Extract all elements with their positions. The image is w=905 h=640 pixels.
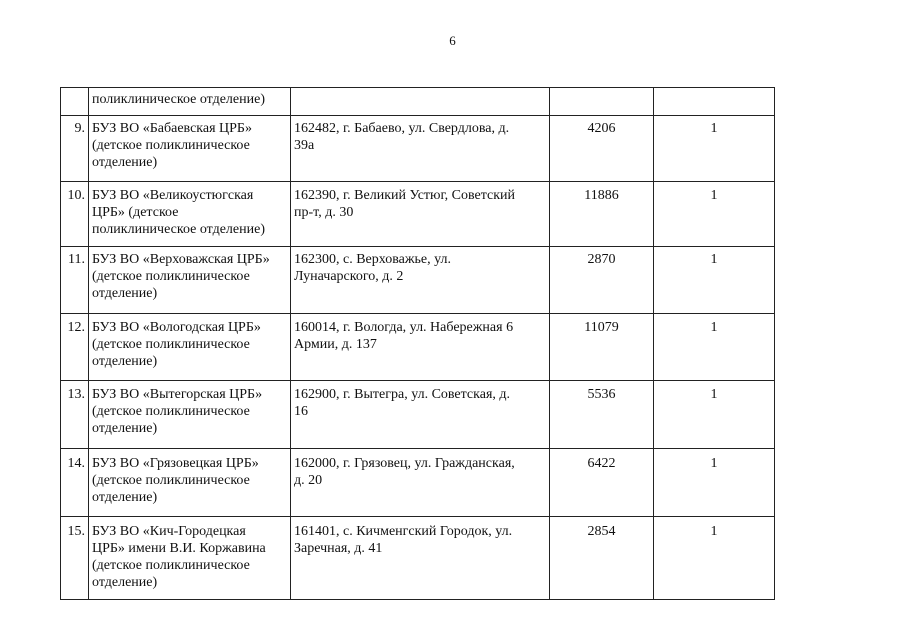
page-number: 6 [449, 33, 456, 48]
count-cell: 1 [654, 314, 775, 381]
address-cell [291, 381, 550, 449]
population-cell: 11886 [550, 182, 654, 247]
facility-name-line: ЦРБ» имени В.И. Коржавина [92, 541, 266, 556]
facility-name-cell [89, 116, 291, 182]
facility-name-cell [89, 517, 291, 600]
facility-name-line: БУЗ ВО «Вологодская ЦРБ» [92, 320, 261, 335]
population-cell: 6422 [550, 449, 654, 517]
row-number-cell: 11. [61, 247, 89, 314]
population-cell [550, 88, 654, 116]
table-row-continued [61, 88, 775, 116]
address-line: 162390, г. Великий Устюг, Советский [294, 188, 516, 203]
facility-name-cell [89, 314, 291, 381]
address-cell [291, 247, 550, 314]
population-cell: 11079 [550, 314, 654, 381]
address-line: 162900, г. Вытегра, ул. Советская, д. [294, 387, 511, 402]
facility-name-line: БУЗ ВО «Великоустюгская [92, 188, 254, 203]
facility-name-cell: поликлиническое отделение) [89, 88, 291, 116]
row-number-cell [61, 88, 89, 116]
count-cell: 1 [654, 247, 775, 314]
facility-name-line: отделение) [92, 421, 158, 436]
facility-name-line: отделение) [92, 155, 158, 170]
row-number-cell: 15. [61, 517, 89, 600]
address-cell [291, 182, 550, 247]
address-cell [291, 116, 550, 182]
address-line: 162482, г. Бабаево, ул. Свердлова, д. [294, 121, 510, 136]
address-line: 162300, с. Верховажье, ул. [294, 252, 452, 267]
facility-name-line: БУЗ ВО «Бабаевская ЦРБ» [92, 121, 252, 136]
table-row [61, 449, 775, 517]
count-cell: 1 [654, 517, 775, 600]
facility-name-cell [89, 182, 291, 247]
address-line: 16 [294, 404, 308, 419]
count-cell: 1 [654, 449, 775, 517]
facility-name-line: отделение) [92, 490, 158, 505]
facility-name-line: БУЗ ВО «Верховажская ЦРБ» [92, 252, 270, 267]
facility-name-cell [89, 381, 291, 449]
population-cell: 5536 [550, 381, 654, 449]
address-line: 160014, г. Вологда, ул. Набережная 6 [294, 320, 514, 335]
count-cell: 1 [654, 116, 775, 182]
table-row [61, 182, 775, 247]
row-number-cell: 9. [61, 116, 89, 182]
facility-name-cell [89, 449, 291, 517]
table-row [61, 116, 775, 182]
facility-name-line: отделение) [92, 354, 158, 369]
address-line: Луначарского, д. 2 [294, 269, 404, 284]
count-cell: 1 [654, 381, 775, 449]
count-cell [654, 88, 775, 116]
count-cell: 1 [654, 182, 775, 247]
facility-name-line: (детское поликлиническое [92, 337, 250, 352]
facility-name-line: (детское поликлиническое [92, 269, 250, 284]
facility-name-line: (детское поликлиническое [92, 558, 250, 573]
facility-name-line: (детское поликлиническое [92, 138, 250, 153]
address-cell [291, 88, 550, 116]
facilities-table [60, 87, 775, 600]
facility-name-line: (детское поликлиническое [92, 473, 250, 488]
population-cell: 2870 [550, 247, 654, 314]
address-line: пр-т, д. 30 [294, 205, 354, 220]
facility-name-line: ЦРБ» (детское [92, 205, 179, 220]
row-number-cell: 13. [61, 381, 89, 449]
table-row [61, 247, 775, 314]
address-cell [291, 314, 550, 381]
address-line: д. 20 [294, 473, 323, 488]
address-line: 161401, с. Кичменгский Городок, ул. [294, 524, 513, 539]
facility-name-line: БУЗ ВО «Кич-Городецкая [92, 524, 246, 539]
facility-name-line: отделение) [92, 575, 158, 590]
address-cell [291, 517, 550, 600]
facility-name-line: поликлиническое отделение) [92, 222, 265, 237]
table-row [61, 517, 775, 600]
population-cell: 4206 [550, 116, 654, 182]
row-number-cell: 14. [61, 449, 89, 517]
table-row [61, 381, 775, 449]
address-line: Армии, д. 137 [294, 337, 377, 352]
row-number-cell: 12. [61, 314, 89, 381]
row-number-cell: 10. [61, 182, 89, 247]
facility-name-cell [89, 247, 291, 314]
table-row [61, 314, 775, 381]
address-line: Заречная, д. 41 [294, 541, 383, 556]
facility-name-line: (детское поликлиническое [92, 404, 250, 419]
facility-name-line: БУЗ ВО «Грязовецкая ЦРБ» [92, 456, 259, 471]
population-cell: 2854 [550, 517, 654, 600]
address-cell [291, 449, 550, 517]
facility-name-line: БУЗ ВО «Вытегорская ЦРБ» [92, 387, 263, 402]
facility-name-line: отделение) [92, 286, 158, 301]
address-line: 162000, г. Грязовец, ул. Гражданская, [294, 456, 515, 471]
address-line: 39а [294, 138, 315, 153]
